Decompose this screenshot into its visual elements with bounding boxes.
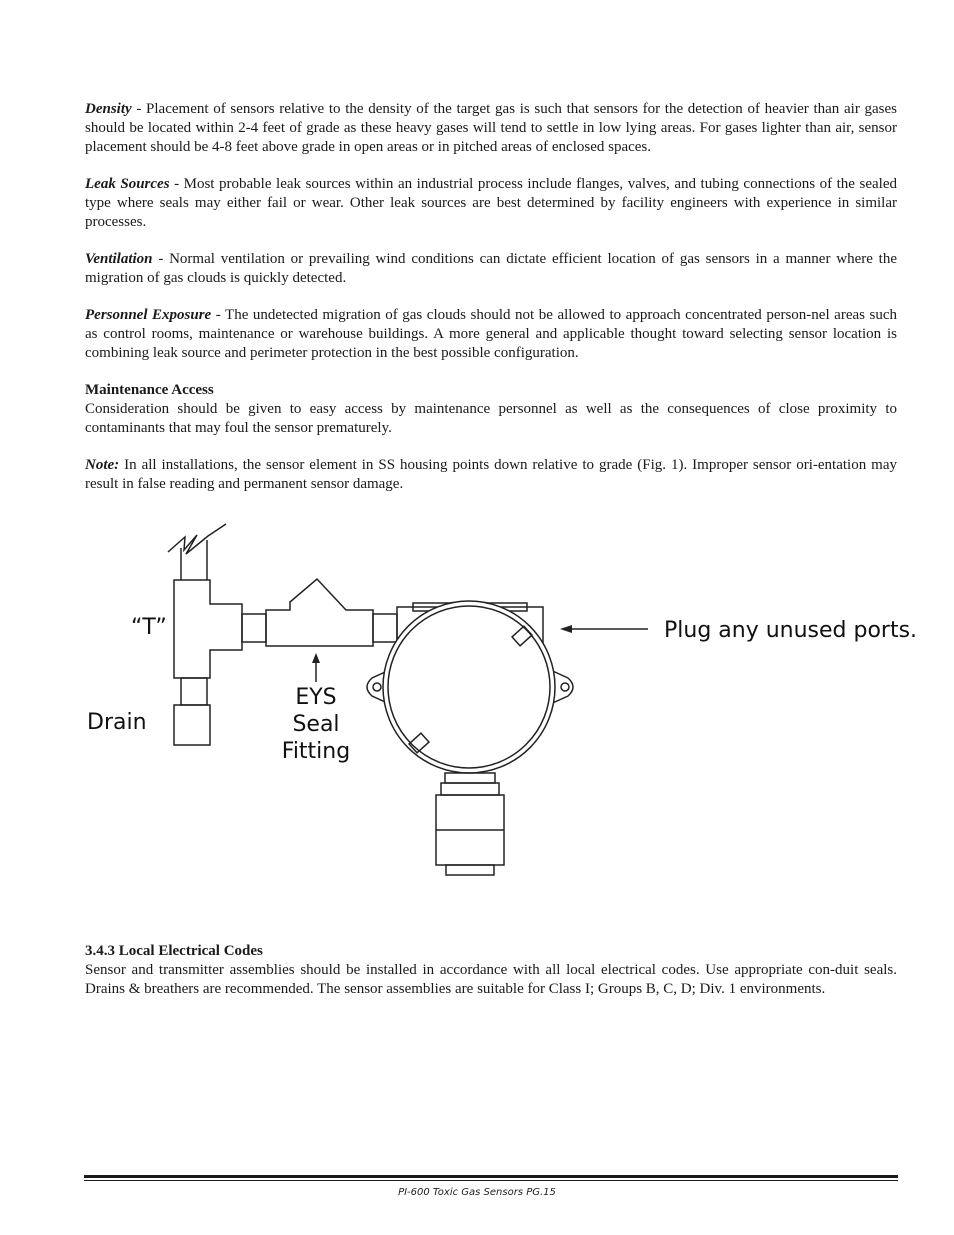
installation-figure bbox=[0, 510, 954, 890]
personnel-exposure-text: - The undetected migration of gas clouds should not be allowed to approach concentrated person-nel areas such as control rooms, maintenance or warehouse buildings. A more general and applicable thought toward selecting sensor location is combining leak source and perimeter protection in the best possible configuration. bbox=[85, 307, 898, 361]
personnel-exposure-lead: Personnel Exposure bbox=[85, 307, 212, 323]
seal-to-housing-nipple bbox=[373, 614, 397, 642]
eys-arrow-head bbox=[312, 653, 320, 663]
density-text: - Placement of sensors relative to the density of the target gas is such that sensors for the detection of heavier than air gases should be located within 2-4 feet of grade as these heavy gases will tend to settle in low lying areas. For gases lighter than air, sensor placement should be 4-8 feet above grade in open areas or in pitched areas of enclosed spaces. bbox=[85, 101, 897, 155]
housing-outer-circle bbox=[383, 601, 555, 773]
local-codes-heading: 3.4.3 Local Electrical Codes bbox=[85, 943, 263, 959]
maintenance-access-text: Consideration should be given to easy access by maintenance personnel as well as the consequences of close proximity to contaminants that may foul the sensor prematurely. bbox=[85, 401, 897, 436]
note-text: In all installations, the sensor element in SS housing points down relative to grade (Fig. 1). Improper sensor ori-entation may result in false reading and permanent sensor damage. bbox=[85, 457, 897, 492]
eys-seal-fitting bbox=[266, 579, 373, 646]
leak-sources-lead: Leak Sources bbox=[85, 176, 170, 192]
personnel-exposure-paragraph bbox=[85, 306, 897, 363]
plug-arrow-head bbox=[560, 625, 572, 633]
right-mount-hole bbox=[561, 683, 569, 691]
pipe-break-line bbox=[168, 524, 226, 554]
plug-ports-label: Plug any unused ports. bbox=[664, 618, 918, 643]
t-fitting bbox=[174, 580, 242, 678]
drain-nipple bbox=[181, 678, 207, 705]
sensor-collar bbox=[441, 783, 499, 795]
installation-diagram bbox=[0, 510, 954, 890]
footer-rule-thick bbox=[84, 1175, 898, 1178]
t-label: “T” bbox=[131, 615, 167, 640]
note-lead: Note: bbox=[85, 457, 120, 473]
ventilation-lead: Ventilation bbox=[85, 251, 153, 267]
left-mount-hole bbox=[373, 683, 381, 691]
local-codes-text: Sensor and transmitter assemblies should be installed in accordance with all local electrical codes. Use appropriate con-duit seals. Drains & breathers are recommended. The sensor assemblies are suitable for Class I; Groups B, C, D; Div. 1 environments. bbox=[85, 962, 897, 997]
drain-body bbox=[174, 705, 210, 745]
ventilation-paragraph bbox=[85, 250, 897, 288]
sensor-neck bbox=[445, 773, 495, 783]
density-lead: Density bbox=[85, 101, 132, 117]
eys-seal-label: EYS Seal Fitting bbox=[281, 685, 351, 764]
leak-sources-text: - Most probable leak sources within an industrial process include flanges, valves, and tubing connections of the sealed type where seals may either fail or wear. Other leak sources are best determined by facility engineers with experience in similar processes. bbox=[85, 176, 897, 230]
maintenance-access-paragraph bbox=[85, 381, 897, 438]
t-to-seal-nipple bbox=[242, 614, 266, 642]
note-paragraph bbox=[85, 456, 897, 494]
maintenance-access-heading: Maintenance Access bbox=[85, 382, 214, 398]
sensor-tip bbox=[446, 865, 494, 875]
local-codes-paragraph bbox=[85, 942, 897, 999]
drain-label: Drain bbox=[87, 710, 147, 735]
footer-text: PI-600 Toxic Gas Sensors PG.15 bbox=[398, 1187, 556, 1198]
density-paragraph bbox=[85, 100, 897, 157]
ventilation-text: - Normal ventilation or prevailing wind conditions can dictate efficient location of gas sensors in a manner where the migration of gas clouds is quickly detected. bbox=[85, 251, 897, 286]
leak-sources-paragraph bbox=[85, 175, 897, 232]
footer-rule-thin bbox=[84, 1180, 898, 1181]
